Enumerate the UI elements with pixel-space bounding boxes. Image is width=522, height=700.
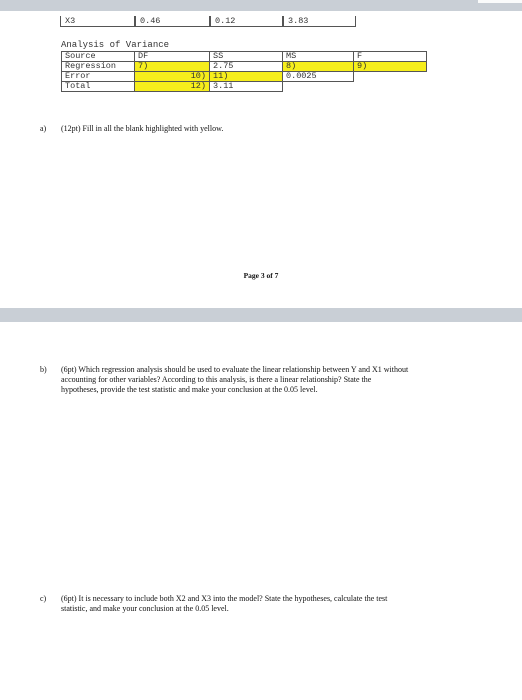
question-c-line-2: statistic, and make your conclusion at the 0.05 level. <box>61 604 229 613</box>
error-f-empty <box>354 72 427 82</box>
viewer-top-bar <box>0 0 522 11</box>
total-df-blank: 12) <box>135 82 210 92</box>
regression-df-blank: 7) <box>135 62 210 72</box>
page-number: Page 3 of 7 <box>243 271 279 280</box>
total-ss: 3.11 <box>210 82 283 92</box>
anova-row-total <box>62 82 427 92</box>
error-ss-blank: 11) <box>210 72 283 82</box>
header-ms: MS <box>283 52 354 62</box>
question-a <box>40 124 480 136</box>
error-source: Error <box>62 72 135 82</box>
error-df-blank: 10) <box>135 72 210 82</box>
question-c-label: c) <box>40 594 47 603</box>
header-ss: SS <box>210 52 283 62</box>
question-b-line-3: hypotheses, provide the test statistic and make your conclusion at the 0.05 level. <box>61 385 318 394</box>
regression-ms-blank: 8) <box>283 62 354 72</box>
question-c-line-1: (6pt) It is necessary to include both X2 and X3 into the model? State the hypotheses, calculate the test <box>61 594 388 603</box>
question-b <box>40 365 480 399</box>
error-ms: 0.0025 <box>283 72 354 82</box>
question-a-label: a) <box>40 124 47 133</box>
question-b-line-2: accounting for other variables? According to this analysis, is there a linear relationship? State the <box>61 375 372 384</box>
question-b-text <box>61 365 481 395</box>
anova-row-regression <box>62 62 427 72</box>
x3-se-cell: 0.12 <box>210 16 283 27</box>
question-c <box>40 594 480 618</box>
question-b-line-1: (6pt) Which regression analysis should be used to evaluate the linear relationship between Y and X1 without <box>61 365 409 374</box>
anova-header-row <box>62 52 427 62</box>
header-source: Source <box>62 52 135 62</box>
anova-row-error <box>62 72 427 82</box>
regression-f-blank: 9) <box>354 62 427 72</box>
anova-table <box>61 51 427 92</box>
total-source: Total <box>62 82 135 92</box>
viewer-scroll-indicator <box>478 0 522 3</box>
anova-title: Analysis of Variance <box>61 40 170 50</box>
question-a-text: (12pt) Fill in all the blank highlighted with yellow. <box>61 124 224 133</box>
question-c-text <box>61 594 481 614</box>
x3-t-cell: 3.83 <box>283 16 356 27</box>
regression-source: Regression <box>62 62 135 72</box>
header-df: DF <box>135 52 210 62</box>
regression-ss: 2.75 <box>210 62 283 72</box>
x3-label-cell: X3 <box>60 16 135 27</box>
page-gap <box>0 308 522 322</box>
question-b-label: b) <box>40 365 47 374</box>
x3-coef-cell: 0.46 <box>135 16 210 27</box>
total-ms-empty <box>283 82 354 92</box>
total-f-empty <box>354 82 427 92</box>
header-f: F <box>354 52 427 62</box>
